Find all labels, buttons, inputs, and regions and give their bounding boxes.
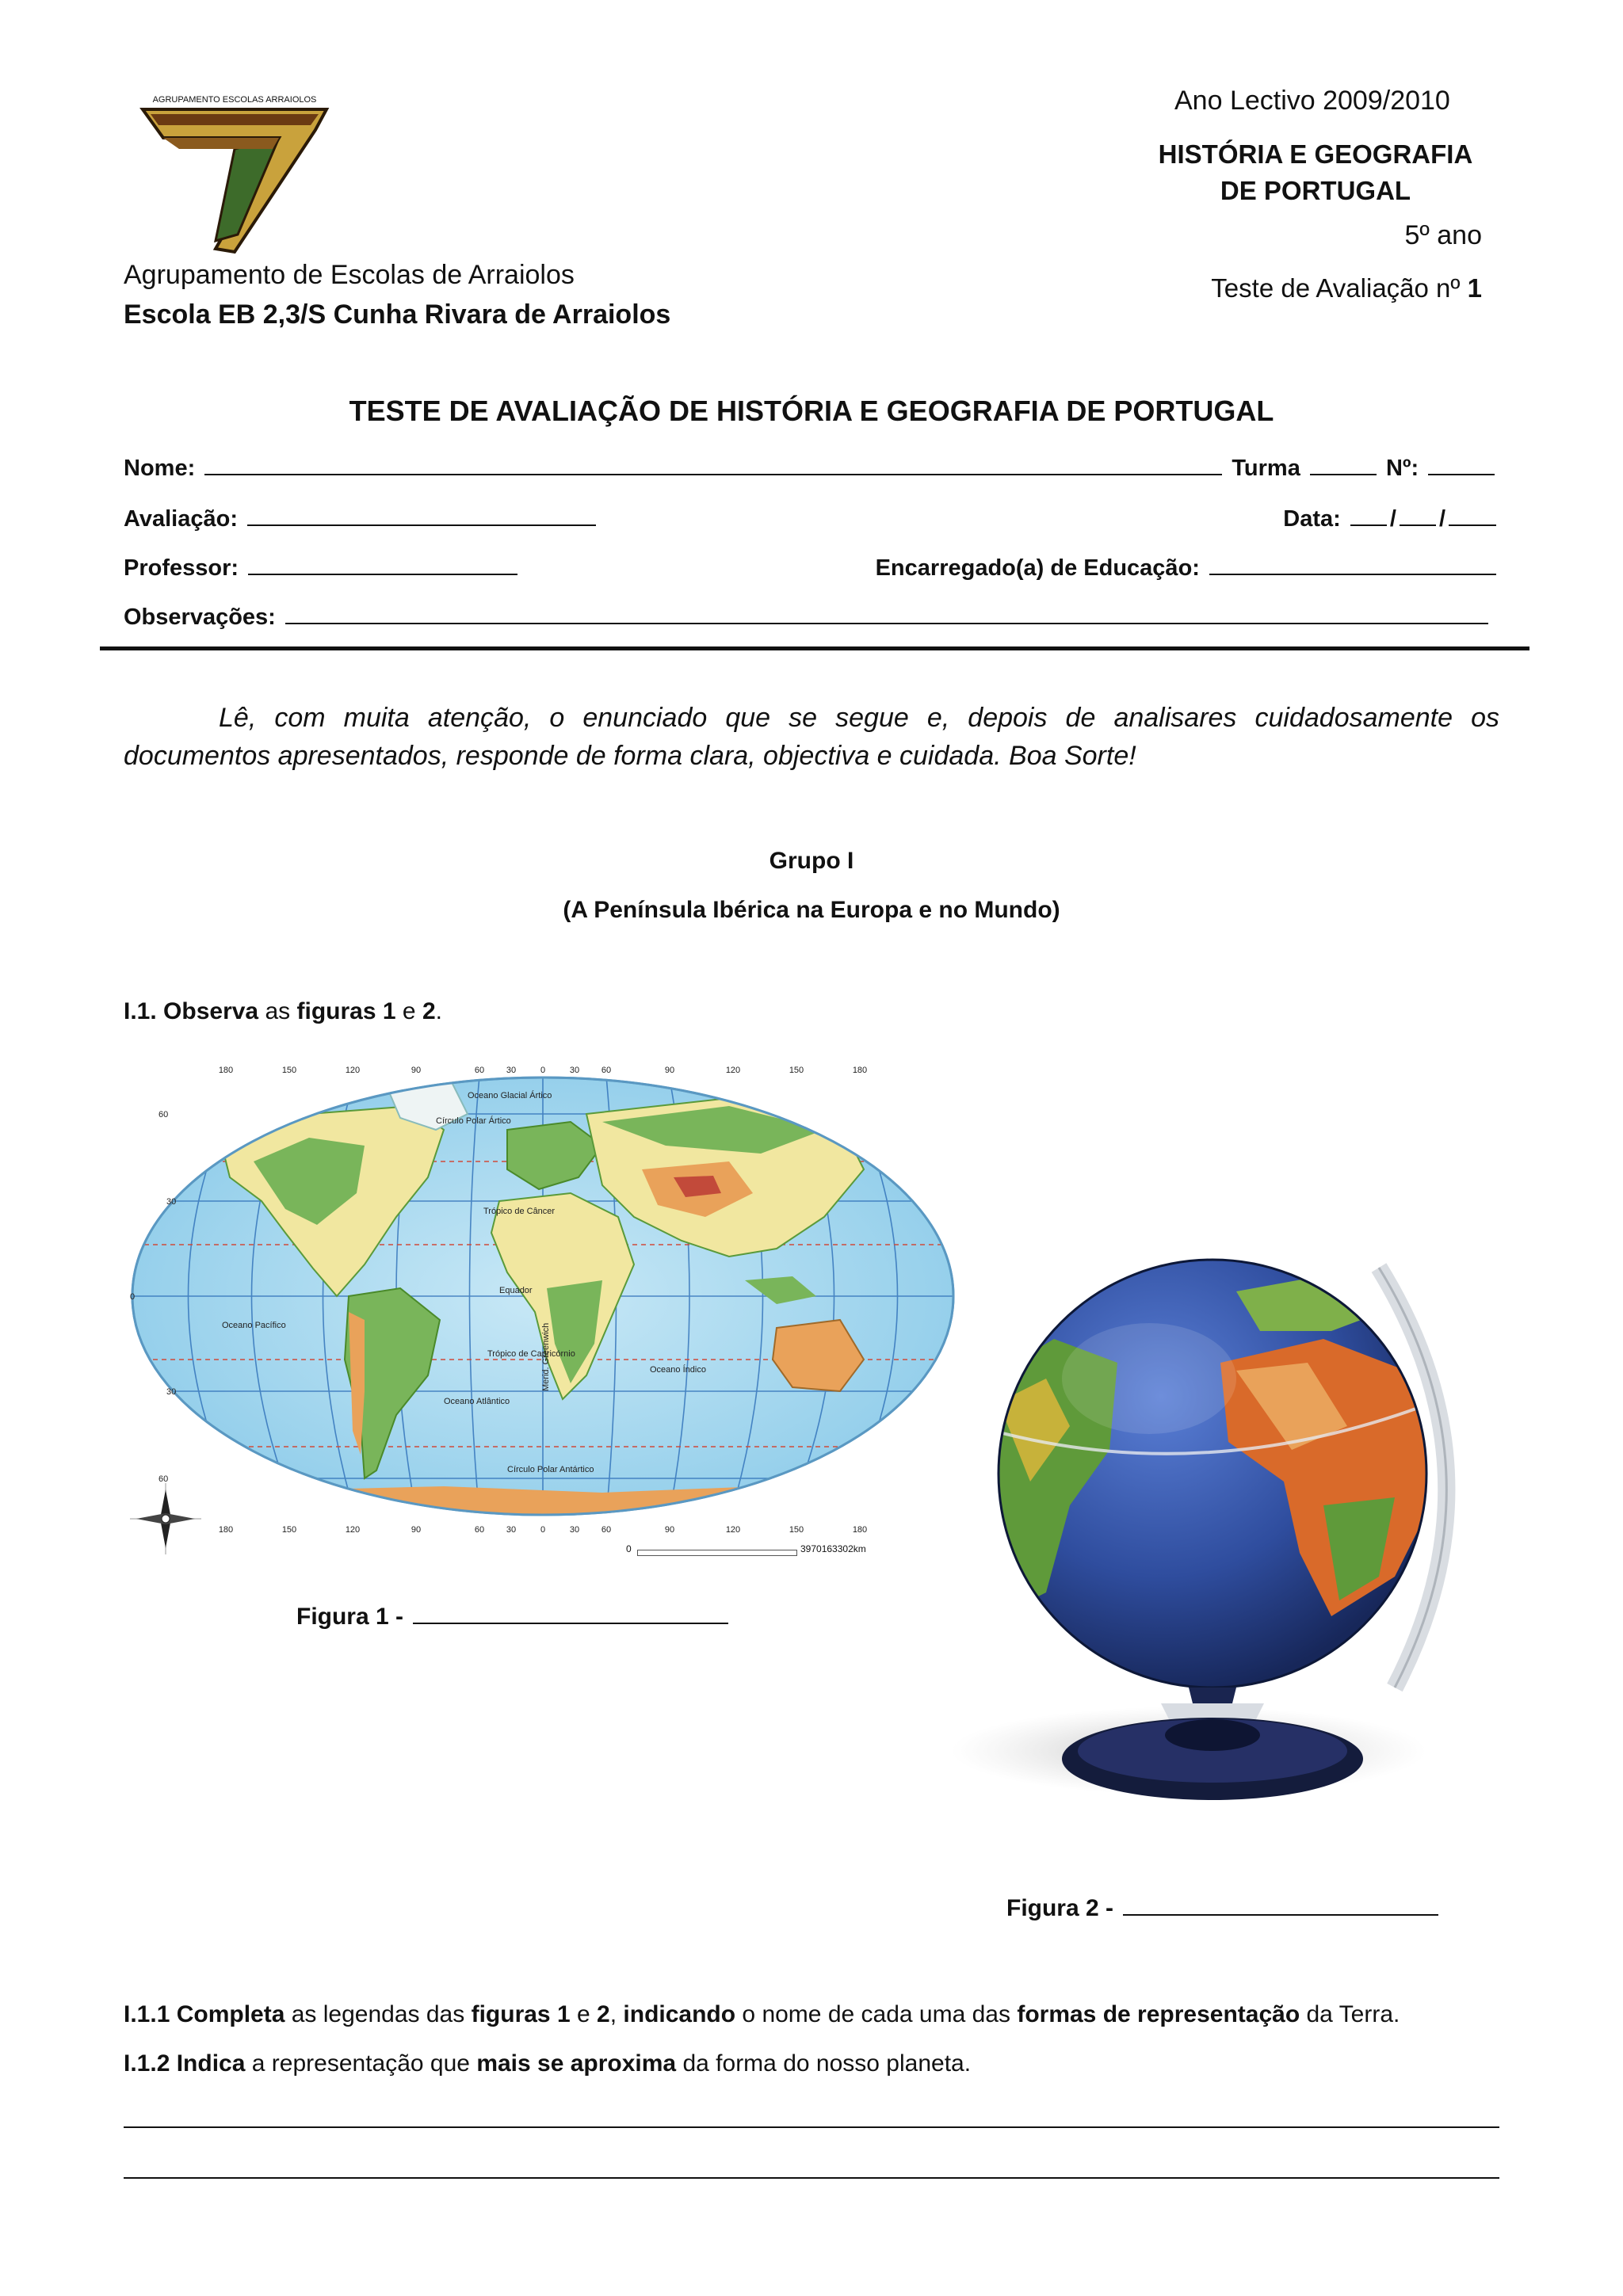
form-row-evaluation	[124, 504, 1499, 532]
class-field[interactable]	[1310, 453, 1377, 475]
lon-tick-bottom: 90	[664, 1525, 675, 1535]
q11-emphasis: formas de representação	[1017, 2001, 1300, 2027]
q1-verb: Observa	[163, 998, 259, 1024]
lon-tick-top: 90	[664, 1066, 675, 1075]
date-sep: /	[1389, 506, 1396, 532]
group-subtitle: (A Península Ibérica na Europa e no Mundo)	[563, 897, 1060, 923]
figure1-answer-field[interactable]	[413, 1604, 728, 1624]
name-field[interactable]	[204, 453, 1222, 475]
question-1-2	[124, 2050, 971, 2077]
number-label: Nº:	[1385, 456, 1419, 481]
notes-label: Observações:	[124, 605, 276, 630]
q11-text2: ,	[609, 2001, 617, 2027]
lon-tick-top: 90	[411, 1066, 422, 1075]
lon-tick-bottom: 30	[506, 1525, 517, 1535]
lon-tick-bottom: 120	[725, 1525, 741, 1535]
date-label: Data:	[1283, 506, 1341, 532]
map-label-pacific: Oceano Pacífico	[222, 1321, 286, 1330]
map-label-indian: Oceano Índico	[650, 1365, 706, 1375]
lon-tick-bottom: 150	[789, 1525, 804, 1535]
lat-tick: 60	[158, 1474, 169, 1484]
scale-bar	[626, 1543, 896, 1562]
answer-line-2[interactable]	[124, 2177, 1499, 2179]
figure2-answer-field[interactable]	[1123, 1895, 1438, 1916]
figure1-label: Figura 1 -	[296, 1604, 404, 1630]
guardian-label: Encarregado(a) de Educação:	[875, 555, 1200, 581]
q1-and: e	[402, 998, 416, 1024]
map-label-arctic-circle: Círculo Polar Ártico	[436, 1116, 511, 1126]
q11-and: e	[577, 2001, 590, 2027]
header-divider	[100, 646, 1529, 650]
lon-tick-bottom: 150	[281, 1525, 297, 1535]
map-label-antarctic-circle: Círculo Polar Antártico	[507, 1465, 594, 1474]
form-row-name	[124, 453, 1499, 482]
lon-tick-bottom: 180	[218, 1525, 234, 1535]
globe-figure	[951, 1244, 1490, 1814]
lon-tick-bottom: 0	[540, 1525, 546, 1535]
lon-tick-bottom: 30	[569, 1525, 580, 1535]
map-label-arctic-ocean: Oceano Glacial Ártico	[468, 1091, 552, 1100]
group-title: Grupo I	[769, 848, 854, 874]
lat-tick: 60	[158, 1110, 169, 1119]
scale-bar-line	[637, 1550, 797, 1556]
question-1-1	[124, 2001, 1400, 2028]
world-map-figure	[127, 1058, 959, 1550]
lon-tick-bottom: 120	[345, 1525, 361, 1535]
number-field[interactable]	[1428, 453, 1495, 475]
q1-mid: as	[265, 998, 291, 1024]
school-logo	[139, 93, 330, 256]
q11-verb: Completa	[176, 2001, 285, 2027]
q11-fig2: 2	[597, 2001, 610, 2027]
evaluation-field[interactable]	[247, 504, 596, 526]
date-month-field[interactable]	[1400, 504, 1436, 526]
school-name: Agrupamento de Escolas de Arraiolos	[124, 260, 575, 290]
q11-fig-word: figuras	[471, 2001, 551, 2027]
logo-text: AGRUPAMENTO ESCOLAS ARRAIOLOS	[152, 95, 317, 105]
q12-emphasis: mais se aproxima	[476, 2050, 677, 2077]
subject-line1: HISTÓRIA E GEOGRAFIA	[1158, 139, 1473, 169]
lon-tick-bottom: 90	[411, 1525, 422, 1535]
test-number	[1211, 273, 1482, 303]
compass-rose-icon	[130, 1483, 201, 1554]
lon-tick-top: 60	[474, 1066, 485, 1075]
q11-text4: da Terra.	[1306, 2001, 1400, 2027]
q11-verb2: indicando	[623, 2001, 736, 2027]
q1-number: I.1.	[124, 998, 157, 1024]
lon-tick-top: 150	[789, 1066, 804, 1075]
lon-tick-bottom: 180	[852, 1525, 868, 1535]
test-label: Teste de Avaliação nº	[1211, 273, 1461, 303]
date-year-field[interactable]	[1449, 504, 1496, 526]
scale-text: 3970163302km	[800, 1543, 866, 1554]
evaluation-label: Avaliação:	[124, 506, 238, 532]
form-row-notes	[124, 602, 1499, 631]
q12-number: I.1.2	[124, 2050, 170, 2077]
q11-text1: as legendas das	[291, 2001, 465, 2027]
q11-number: I.1.1	[124, 2001, 170, 2027]
figure2-caption	[1006, 1895, 1442, 1922]
figure1-caption	[296, 1604, 731, 1630]
school-unit: Escola EB 2,3/S Cunha Rivara de Arraiolos	[124, 299, 671, 330]
main-title: TESTE DE AVALIAÇÃO DE HISTÓRIA E GEOGRAFIA DE PORTUGAL	[349, 395, 1274, 427]
guardian-group	[876, 553, 1499, 582]
lon-tick-top: 120	[725, 1066, 741, 1075]
q12-text2: da forma do nosso planeta.	[682, 2050, 972, 2077]
lon-tick-top: 30	[569, 1066, 580, 1075]
map-label-tropic-cancer: Trópico de Câncer	[483, 1207, 556, 1216]
lon-tick-bottom: 60	[601, 1525, 612, 1535]
teacher-field[interactable]	[248, 553, 517, 575]
answer-line-1[interactable]	[124, 2126, 1499, 2128]
guardian-field[interactable]	[1209, 553, 1496, 575]
q1-fig1: 1	[382, 998, 396, 1024]
lon-tick-top: 120	[345, 1066, 361, 1075]
subject-line2: DE PORTUGAL	[1220, 176, 1411, 205]
map-label-tropic-capricorn: Trópico de Capricórnio	[487, 1349, 575, 1359]
map-label-meridian: Merid. Greenwich	[541, 1322, 551, 1391]
q1-fig-word: figuras	[296, 998, 376, 1024]
lat-tick: 30	[166, 1197, 177, 1207]
lon-tick-top: 60	[601, 1066, 612, 1075]
date-day-field[interactable]	[1350, 504, 1387, 526]
instructions: Lê, com muita atenção, o enunciado que se segue e, depois de analisares cuidadosamente os documentos apresentados, responde de forma clara, objectiva e cuidada. Boa Sorte!	[124, 703, 1499, 771]
lat-tick: 30	[166, 1387, 177, 1397]
lon-tick-top: 180	[852, 1066, 868, 1075]
question-1	[124, 998, 442, 1025]
q12-text1: a representação que	[251, 2050, 470, 2077]
lon-tick-top: 0	[540, 1066, 546, 1075]
lon-tick-bottom: 60	[474, 1525, 485, 1535]
date-group	[1283, 504, 1499, 532]
map-label-atlantic: Oceano Atlântico	[444, 1397, 510, 1406]
lon-tick-top: 150	[281, 1066, 297, 1075]
q1-end: .	[435, 998, 442, 1024]
q11-text3: o nome de cada uma das	[742, 2001, 1010, 2027]
q11-fig1: 1	[556, 2001, 571, 2027]
notes-field[interactable]	[285, 602, 1488, 624]
lon-tick-top: 30	[506, 1066, 517, 1075]
map-label-equator: Equador	[499, 1286, 533, 1295]
teacher-label: Professor:	[124, 555, 239, 581]
figure2-label: Figura 2 -	[1006, 1895, 1114, 1921]
lat-tick: 0	[130, 1292, 136, 1302]
q12-verb: Indica	[176, 2050, 246, 2077]
school-year: Ano Lectivo 2009/2010	[1174, 86, 1450, 116]
class-label: Turma	[1232, 456, 1300, 481]
grade: 5º ano	[1404, 220, 1482, 250]
date-sep: /	[1438, 506, 1445, 532]
test-number-value: 1	[1467, 273, 1482, 303]
lon-tick-top: 180	[218, 1066, 234, 1075]
scale-zero: 0	[626, 1543, 632, 1554]
name-label: Nome:	[124, 456, 196, 481]
form-row-teacher	[124, 553, 1499, 582]
q1-fig2: 2	[422, 998, 436, 1024]
